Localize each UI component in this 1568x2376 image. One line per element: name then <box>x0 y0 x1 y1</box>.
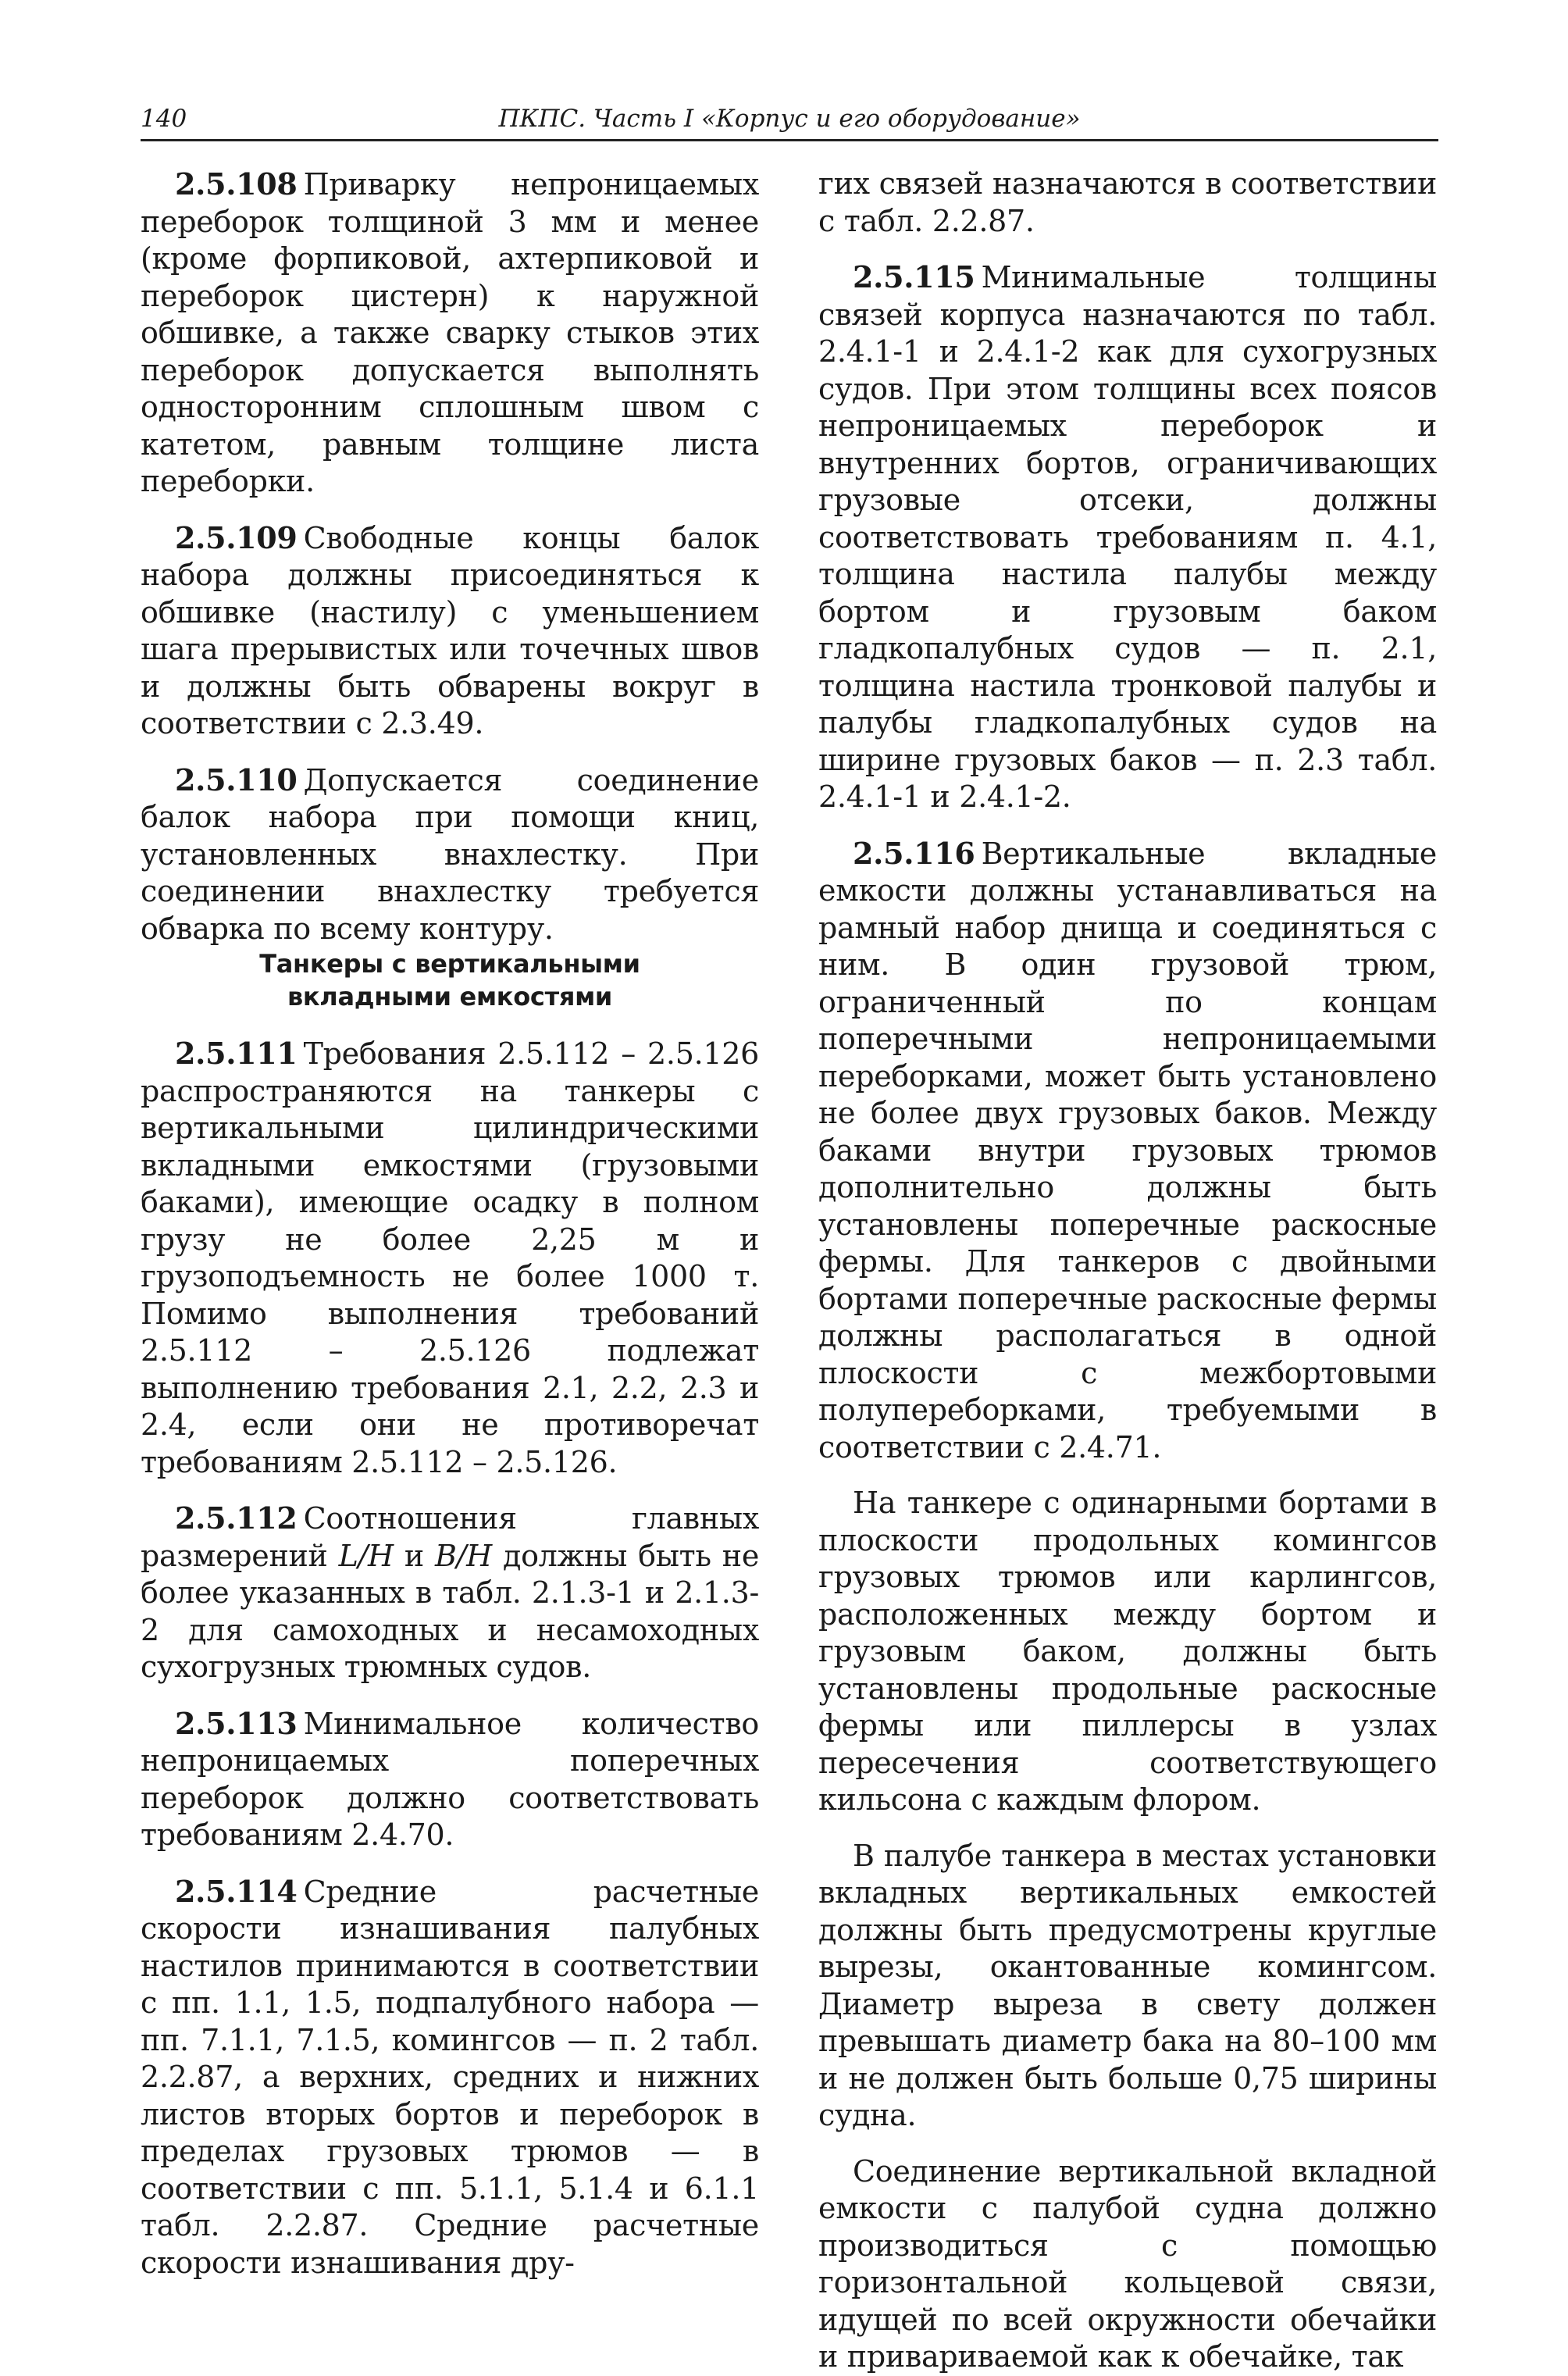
paragraph-2-5-112 <box>141 1500 759 1686</box>
paragraph-text: Минимальное количество непроницаемых поперечных переборок должно соответствовать требованиям 2.4.70. <box>141 1706 759 1852</box>
left-column <box>141 166 759 2281</box>
paragraph-number: 2.5.112 <box>175 1500 298 1536</box>
section-heading: Танкеры с вертикальными вкладными емкостями <box>259 949 640 1011</box>
paragraph-number: 2.5.116 <box>853 835 975 871</box>
paragraph-text: Свободные концы балок набора должны присоединяться к обшивке (настилу) с уменьшением шага прерывистых или точечных швов и должны быть обварены вокруг в соответствии с 2.3.49. <box>141 520 759 740</box>
running-title: ПКПС. Часть I «Корпус и его оборудование» <box>498 105 1081 133</box>
paragraph-tank-deck-connection: Соединение вертикальной вкладной емкости с палубой судна должно производиться с помощью горизонтальной кольцевой связи, идущей по всей окружности обечайки и привариваемой как к обечайке, так <box>818 2153 1437 2374</box>
paragraph-text-b: и <box>404 1538 424 1573</box>
paragraph-number: 2.5.111 <box>175 1036 298 1071</box>
paragraph-number: 2.5.115 <box>853 259 975 294</box>
page-number: 140 <box>141 105 187 133</box>
paragraph-2-5-114 <box>141 1873 759 2282</box>
paragraph-text: Вертикальные вкладные емкости должны устанавливаться на рамный набор днища и соединяться с ним. В один грузовой трюм, ограниченный по концам поперечными непроницаемыми переборками, может быть установлено не более двух грузовых баков. Между баками внутри грузовых трюмов дополнительно должны быть установлены поперечные раскосные фермы. Для танкеров с двойными бортами поперечные раскосные фермы должны располагаться в одной плоскости с межбортовыми полупереборками, требуемыми в соответствии с 2.4.71. <box>818 836 1437 1464</box>
paragraph-text: Приварку непроницаемых переборок толщиной 3 мм и менее (кроме форпиковой, ахтерпиковой и переборок цистерн) к наружной обшивке, а также сварку стыков этих переборок допускается выполнять односторонним сплошным швом с катетом, равным толщине листа переборки. <box>141 167 759 498</box>
paragraph-2-5-109 <box>141 519 759 743</box>
paragraph-text: Допускается соединение балок набора при помощи книц, установленных внахлестку. При соединении внахлестку требуется обварка по всему контуру. <box>141 762 759 946</box>
right-column <box>818 166 1437 2376</box>
paragraph-2-5-110 <box>141 762 759 948</box>
paragraph-deck-cutouts: В палубе танкера в местах установки вкладных вертикальных емкостей должны быть предусмотрены круглые вырезы, окантованные комингсом. Диаметр выреза в свету должен превышать диаметр бака на 80–100 мм и не должен быть больше 0,75 ширины судна. <box>818 1838 1437 2132</box>
paragraph-number: 2.5.108 <box>175 166 298 202</box>
paragraph-text: Средние расчетные скорости изнашивания палубных настилов принимаются в соответствии с пп. 1.1, 1.5, подпалубного набора — пп. 7.1.1, 7.1.5, комингсов — п. 2 табл. 2.2.87, а верхних, средних и нижних листов вторых бортов и переборок в пределах грузовых трюмов — в соответствии с пп. 5.1.1, 5.1.4 и 6.1.1 табл. 2.2.87. Средние расчетные скорости изнашивания дру- <box>141 1874 759 2280</box>
paragraph-2-5-111 <box>141 1035 759 1481</box>
paragraph-2-5-114-continuation: гих связей назначаются в соответствии с табл. 2.2.87. <box>818 166 1437 238</box>
paragraph-number: 2.5.110 <box>175 762 298 797</box>
paragraph-text: Требования 2.5.112 – 2.5.126 распространяются на танкеры с вертикальными цилиндрическими вкладными емкостями (грузовыми баками), имеющие осадку в полном грузу не более 2,25 м и грузоподъемность не более 1000 т. Помимо выполнения требований 2.5.112 – 2.5.126 подлежат выполнению требования 2.1, 2.2, 2.3 и 2.4, если они не противоречат требованиям 2.5.112 – 2.5.126. <box>141 1036 759 1479</box>
paragraph-text: Минимальные толщины связей корпуса назначаются по табл. 2.4.1-1 и 2.4.1-2 как для сухогрузных судов. При этом толщины всех поясов непроницаемых переборок и внутренних бортов, ограничивающих грузовые отсеки, должны соответствовать требованиям п. 4.1, толщина настила палубы между бортом и грузовым баком гладкопалубных судов — п. 2.1, толщина настила тронковой палубы и палубы гладкопалубных судов на ширине грузовых баков — п. 2.3 табл. 2.4.1-1 и 2.4.1-2. <box>818 260 1437 814</box>
paragraph-2-5-113 <box>141 1705 759 1854</box>
paragraph-2-5-116 <box>818 835 1437 1467</box>
paragraph-single-sided-tanker: На танкере с одинарными бортами в плоскости продольных комингсов грузовых трюмов или карлингсов, расположенных между бортом и грузовым баком, должны быть установлены продольные раскосные фермы или пиллерсы в узлах пересечения соответствующего кильсона с каждым флором. <box>818 1486 1437 1817</box>
paragraph-text-c: должны быть не более указанных в табл. 2.1.3-1 и 2.1.3-2 для самоходных и несамоходных сухогрузных трюмных судов. <box>141 1538 760 1684</box>
running-header <box>141 98 1438 141</box>
paragraph-number: 2.5.114 <box>175 1873 298 1909</box>
paragraph-text-a: Соотношения главных размерений <box>141 1501 759 1573</box>
ratio-b-h: B/H <box>434 1538 492 1573</box>
paragraph-2-5-108 <box>141 166 759 501</box>
ratio-l-h: L/H <box>338 1538 394 1573</box>
paragraph-2-5-115 <box>818 259 1437 816</box>
paragraph-number: 2.5.109 <box>175 519 298 555</box>
paragraph-number: 2.5.113 <box>175 1705 298 1741</box>
